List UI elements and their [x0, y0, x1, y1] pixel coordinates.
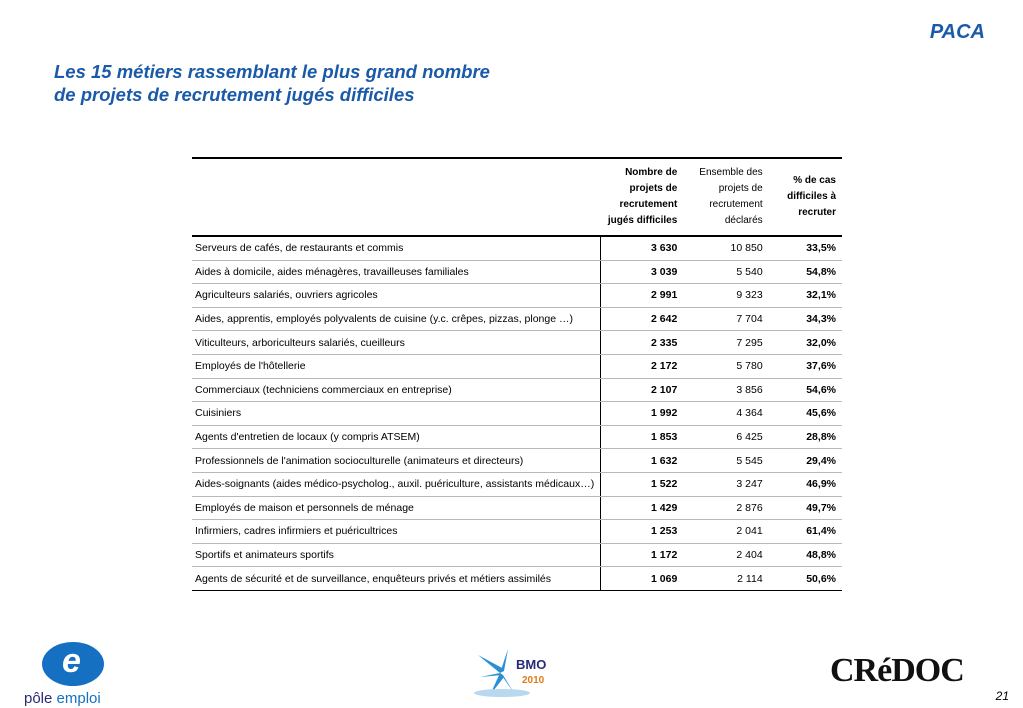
row-label: Infirmiers, cadres infirmiers et puéricultrices — [192, 520, 601, 544]
table-row — [192, 260, 842, 284]
row-difficult-count: 1 853 — [601, 425, 684, 449]
row-label: Agents de sécurité et de surveillance, enquêteurs privés et métiers assimilés — [192, 567, 601, 591]
row-label: Sportifs et animateurs sportifs — [192, 543, 601, 567]
row-percent: 45,6% — [769, 402, 842, 426]
table-row — [192, 236, 842, 260]
recruitment-table — [192, 157, 842, 591]
row-difficult-count: 2 991 — [601, 284, 684, 308]
row-total-count: 3 856 — [683, 378, 768, 402]
row-total-count: 10 850 — [683, 236, 768, 260]
page-title — [54, 60, 490, 106]
row-label: Viticulteurs, arboriculteurs salariés, cueilleurs — [192, 331, 601, 355]
row-total-count: 7 704 — [683, 307, 768, 331]
logo-text-b: emploi — [56, 690, 101, 707]
recruitment-table-container — [192, 157, 842, 591]
pole-emploi-logo — [24, 642, 104, 707]
table-header-row — [192, 158, 842, 236]
row-label: Employés de l'hôtellerie — [192, 354, 601, 378]
table-row — [192, 496, 842, 520]
table-row — [192, 449, 842, 473]
header-difficult-projects: Nombre de projets de recrutement jugés difficiles — [601, 158, 684, 236]
table-row — [192, 378, 842, 402]
table-row — [192, 567, 842, 591]
row-percent: 46,9% — [769, 472, 842, 496]
header-total-projects: Ensemble des projets de recrutement déclarés — [683, 158, 768, 236]
table-row — [192, 425, 842, 449]
row-percent: 34,3% — [769, 307, 842, 331]
row-difficult-count: 1 429 — [601, 496, 684, 520]
row-total-count: 5 540 — [683, 260, 768, 284]
bmo-star-icon — [470, 645, 590, 700]
row-difficult-count: 1 632 — [601, 449, 684, 473]
row-label: Aides-soignants (aides médico-psycholog., auxil. puériculture, assistants médicaux…) — [192, 472, 601, 496]
row-label: Aides, apprentis, employés polyvalents de cuisine (y.c. crêpes, pizzas, plonge …) — [192, 307, 601, 331]
row-difficult-count: 1 069 — [601, 567, 684, 591]
bmo-logo — [470, 645, 590, 700]
credoc-text: CRéDOC — [830, 652, 964, 689]
table-row — [192, 284, 842, 308]
credoc-logo — [830, 652, 964, 690]
row-total-count: 7 295 — [683, 331, 768, 355]
row-difficult-count: 3 630 — [601, 236, 684, 260]
table-row — [192, 307, 842, 331]
row-percent: 29,4% — [769, 449, 842, 473]
row-percent: 33,5% — [769, 236, 842, 260]
row-difficult-count: 3 039 — [601, 260, 684, 284]
table-row — [192, 354, 842, 378]
bmo-year: 2010 — [522, 675, 545, 686]
table-row — [192, 331, 842, 355]
row-label: Agriculteurs salariés, ouvriers agricoles — [192, 284, 601, 308]
page-number: 21 — [995, 689, 1009, 703]
row-percent: 54,8% — [769, 260, 842, 284]
row-total-count: 5 545 — [683, 449, 768, 473]
row-total-count: 5 780 — [683, 354, 768, 378]
row-label: Commerciaux (techniciens commerciaux en entreprise) — [192, 378, 601, 402]
row-difficult-count: 2 335 — [601, 331, 684, 355]
row-total-count: 2 876 — [683, 496, 768, 520]
row-percent: 61,4% — [769, 520, 842, 544]
row-difficult-count: 1 992 — [601, 402, 684, 426]
row-percent: 49,7% — [769, 496, 842, 520]
row-percent: 54,6% — [769, 378, 842, 402]
row-difficult-count: 1 253 — [601, 520, 684, 544]
row-difficult-count: 1 172 — [601, 543, 684, 567]
title-line-1: Les 15 métiers rassemblant le plus grand nombre — [54, 61, 490, 82]
row-difficult-count: 2 107 — [601, 378, 684, 402]
row-total-count: 2 114 — [683, 567, 768, 591]
bmo-text: BMO — [516, 657, 547, 672]
row-percent: 48,8% — [769, 543, 842, 567]
row-total-count: 2 404 — [683, 543, 768, 567]
pole-emploi-e-icon: e — [42, 642, 104, 686]
table-row — [192, 543, 842, 567]
table-row — [192, 402, 842, 426]
row-difficult-count: 2 172 — [601, 354, 684, 378]
row-label: Aides à domicile, aides ménagères, travailleuses familiales — [192, 260, 601, 284]
row-difficult-count: 1 522 — [601, 472, 684, 496]
table-row — [192, 472, 842, 496]
row-total-count: 2 041 — [683, 520, 768, 544]
table-row — [192, 520, 842, 544]
title-line-2: de projets de recrutement jugés difficiles — [54, 84, 415, 105]
row-percent: 50,6% — [769, 567, 842, 591]
row-total-count: 6 425 — [683, 425, 768, 449]
row-label: Employés de maison et personnels de ménage — [192, 496, 601, 520]
row-total-count: 9 323 — [683, 284, 768, 308]
row-total-count: 4 364 — [683, 402, 768, 426]
row-percent: 32,1% — [769, 284, 842, 308]
row-label: Serveurs de cafés, de restaurants et commis — [192, 236, 601, 260]
row-difficult-count: 2 642 — [601, 307, 684, 331]
row-percent: 37,6% — [769, 354, 842, 378]
logo-text-a: pôle — [24, 690, 53, 707]
row-total-count: 3 247 — [683, 472, 768, 496]
row-label: Professionnels de l'animation socioculturelle (animateurs et directeurs) — [192, 449, 601, 473]
row-percent: 32,0% — [769, 331, 842, 355]
row-label: Agents d'entretien de locaux (y compris ATSEM) — [192, 425, 601, 449]
row-percent: 28,8% — [769, 425, 842, 449]
header-percent-difficult: % de cas difficiles à recruter — [769, 158, 842, 236]
row-label: Cuisiniers — [192, 402, 601, 426]
region-label: PACA — [929, 21, 985, 43]
header-empty-cell — [192, 158, 601, 236]
